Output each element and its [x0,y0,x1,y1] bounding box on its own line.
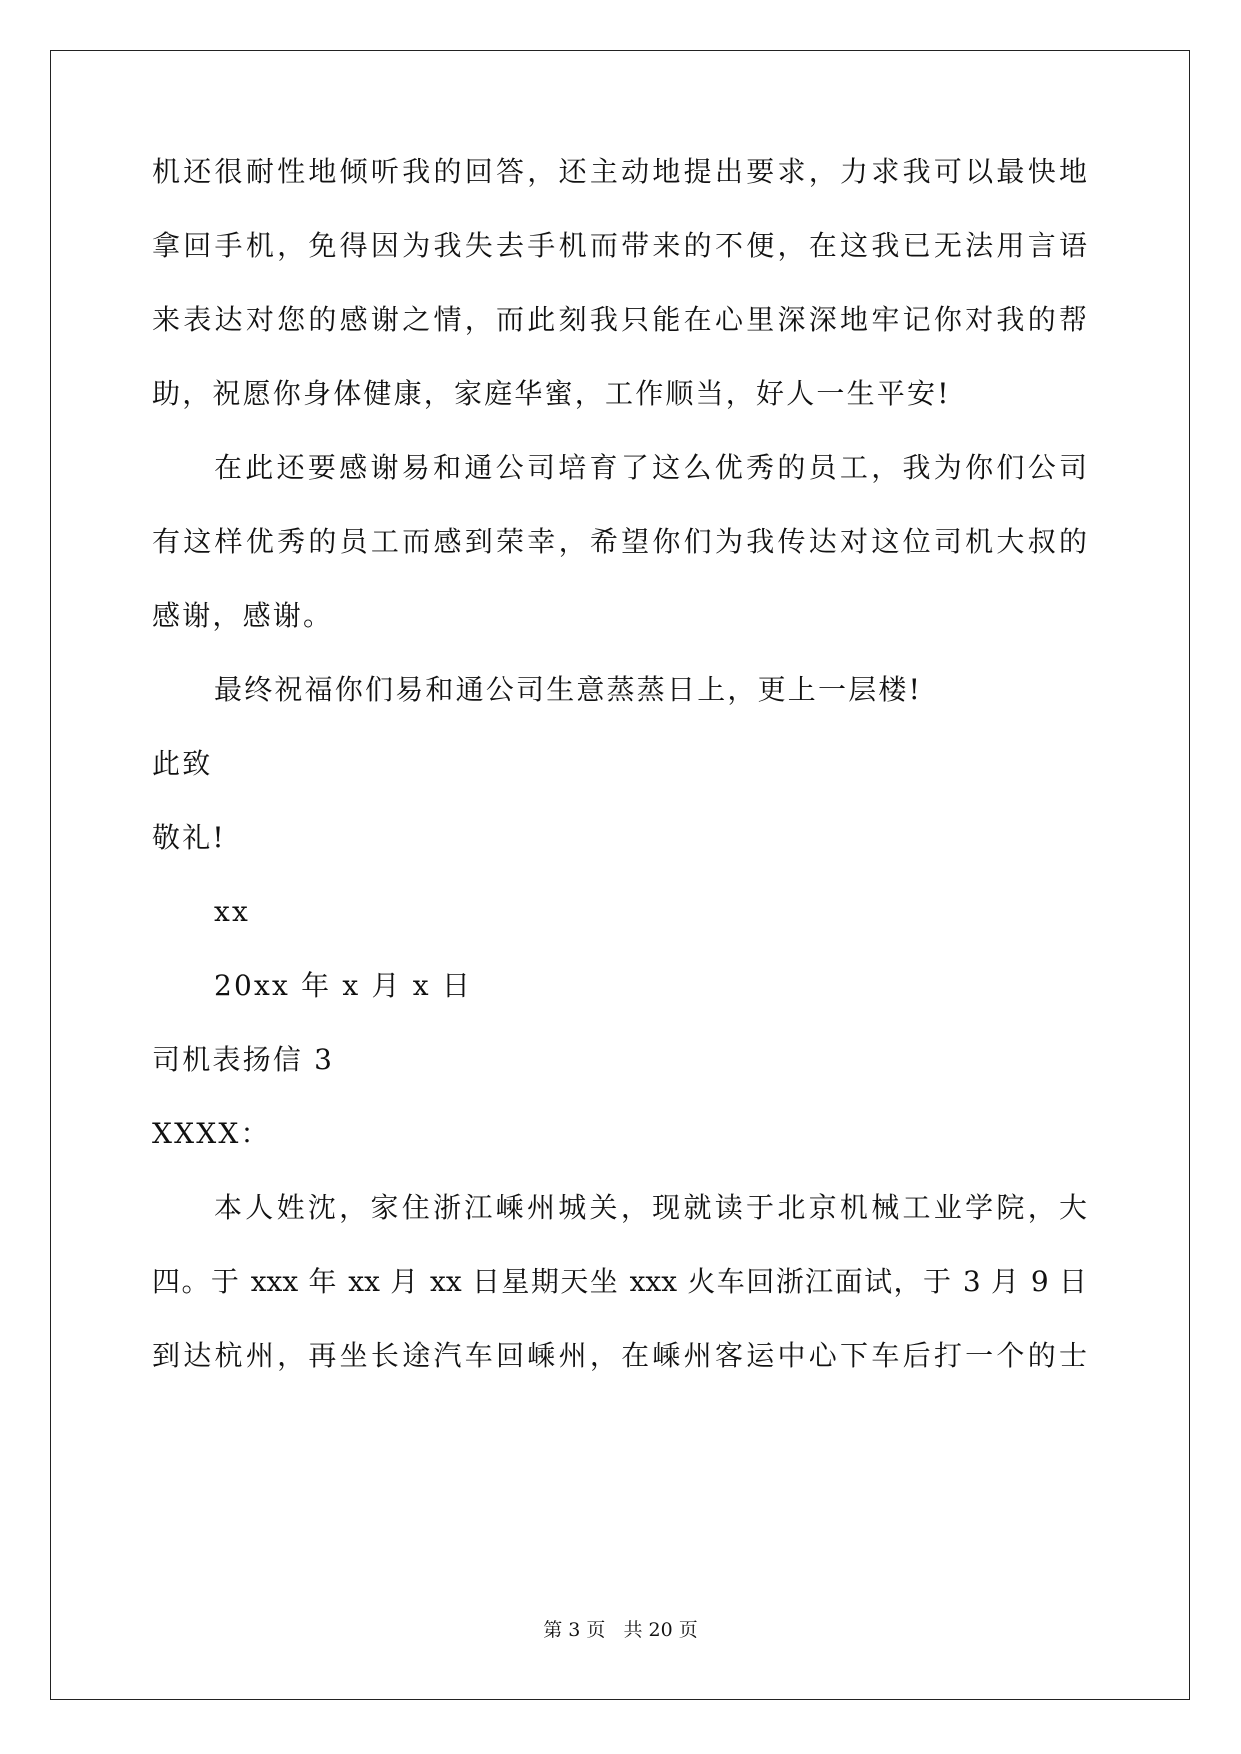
salutation-jing-li: 敬礼! [152,821,226,854]
signature-name: xx [214,895,250,928]
body-line: 感谢，感谢。 [152,599,334,632]
body-line: 来表达对您的感谢之情，而此刻我只能在心里深深地牢记你对我的帮 [152,303,1087,336]
body-line: 有这样优秀的员工而感到荣幸，希望你们为我传达对这位司机大叔的 [152,525,1087,558]
section-heading: 司机表扬信 3 [152,1043,335,1076]
closing-wish-line: 最终祝福你们易和通公司生意蒸蒸日上，更上一层楼! [214,673,923,706]
paragraph-start-line: 在此还要感谢易和通公司培育了这么优秀的员工，我为你们公司 [214,451,1087,484]
page-number: 第 3 页 [543,1619,606,1641]
body-line: 拿回手机，免得因为我失去手机而带来的不便，在这我已无法用言语 [152,229,1087,262]
body-line: 四。于 xxx 年 xx 月 xx 日星期天坐 xxx 火车回浙江面试，于 3 月 9 日 [152,1265,1087,1298]
paragraph-start-line: 本人姓沈，家住浙江嵊州城关，现就读于北京机械工业学院，大 [214,1191,1087,1224]
body-line: 机还很耐性地倾听我的回答，还主动地提出要求，力求我可以最快地 [152,155,1087,188]
salutation-ci-zhi: 此致 [152,747,213,780]
signature-date: 20xx 年 x 月 x 日 [214,969,473,1002]
page-footer [0,1618,1241,1642]
page-total: 共 20 页 [623,1619,698,1641]
body-line: 助，祝愿你身体健康，家庭华蜜，工作顺当，好人一生平安! [152,377,951,410]
body-line: 到达杭州，再坐长途汽车回嵊州，在嵊州客运中心下车后打一个的士 [152,1339,1087,1372]
page-border [50,50,1190,1700]
recipient-line: XXXX： [152,1117,271,1150]
